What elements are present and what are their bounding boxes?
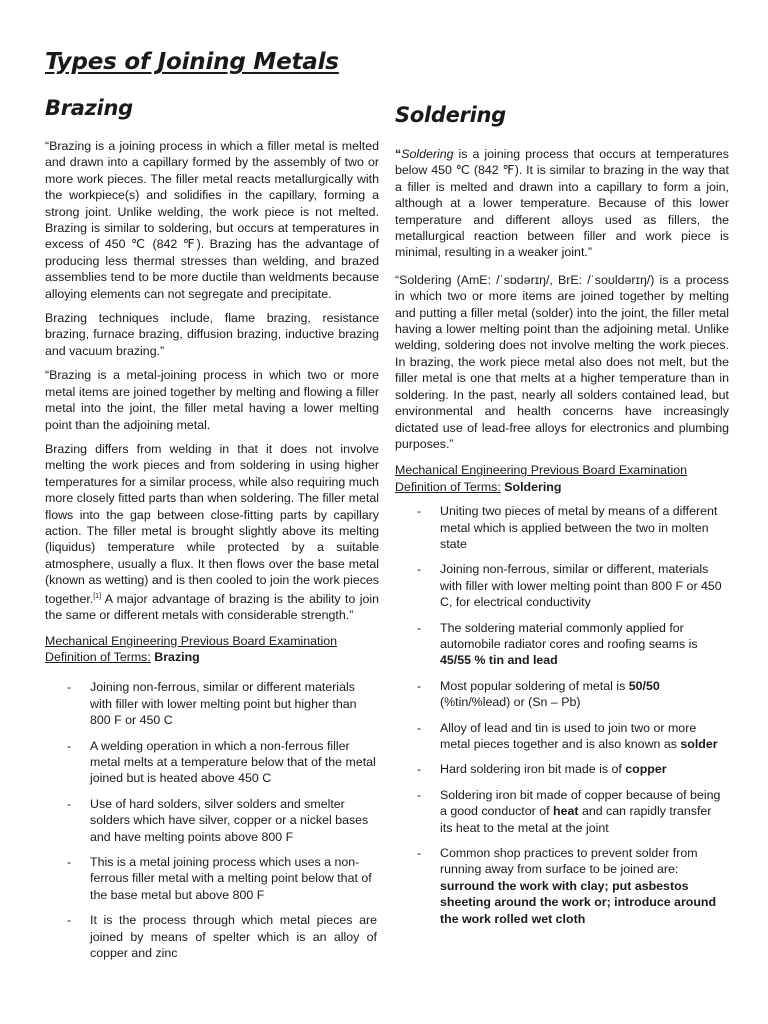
soldering-paragraph-process: “Soldering (AmE: /ˈsɒdərɪŋ/, BrE: /ˈsoʊldərɪŋ/) is a process in which two or more items are joined together by melting and putting a filler metal (solder) into the joint, the filler metal having a lower melting point than the adjoining metal. Unlike welding, soldering does not involve melting the work pieces. In brazing, the work piece metal also does not melt, but the filler metal is one that melts at a higher temperature than in soldering. In the past, nearly all solders contained lead, but environmental and health concerns have increasingly dictated use of lead-free alloys for electronics and plumbing purposes.” bbox=[395, 272, 729, 451]
board-exam-keyword: Brazing bbox=[154, 649, 200, 664]
brazing-paragraph-techniques: Brazing techniques include, flame brazing, resistance brazing, furnace brazing, diffusion brazing, inductive brazing and vacuum brazing.” bbox=[45, 311, 379, 358]
board-exam-keyword: Soldering bbox=[504, 479, 562, 494]
soldering-term: Soldering bbox=[401, 147, 454, 161]
board-exam-label: Mechanical Engineering Previous Board Examination Definition of Terms: bbox=[45, 633, 338, 664]
brazing-differences-text-end: A major advantage of brazing is the ability to join the same or different metals with considerable strength.” bbox=[45, 591, 379, 623]
list-item: - It is the process through which metal pieces are joined by means of spelter which is an alloy of copper and zinc bbox=[45, 912, 379, 961]
list-item: - The soldering material commonly applied for automobile radiator cores and roofing seams is 45/55 % tin and lead bbox=[395, 620, 729, 669]
brazing-body bbox=[45, 138, 379, 970]
brazing-paragraph-differences bbox=[45, 441, 379, 624]
soldering-definition-list bbox=[395, 503, 729, 927]
list-item: - Common shop practices to prevent solder from running away from surface to be joined are: surround the work with clay; put asbestos sheeting around the work or; introduce around the work rolled wet cloth bbox=[395, 845, 729, 927]
soldering-board-exam-heading bbox=[395, 462, 729, 495]
brazing-paragraph-metal-joining: “Brazing is a metal-joining process in which two or more metal items are joined together by melting and flowing a filler metal into the joint, the filler metal having a lower melting point than the adjoining metal. bbox=[45, 368, 379, 432]
list-item: - Hard soldering iron bit made is of copper bbox=[395, 761, 729, 777]
list-item: - Alloy of lead and tin is used to join two or more metal pieces together and is also known as solder bbox=[395, 720, 729, 753]
list-item: - Soldering iron bit made of copper because of being a good conductor of heat and can rapidly transfer its heat to the metal at the joint bbox=[395, 787, 729, 836]
list-item: - Uniting two pieces of metal by means of a different metal which is applied between the two in molten state bbox=[395, 503, 729, 552]
list-item: - A welding operation in which a non-ferrous filler metal melts at a temperature below that of the metal joined but is heated above 450 C bbox=[45, 738, 379, 787]
soldering-paragraph-definition: “Soldering is a joining process that occurs at temperatures below 450 ℃ (842 ℉). It is similar to brazing in the way that a filler is melted and drawn into a capillary to form a join, although at a lower temperature. Because of this lower temperature and different alloys used as fillers, the metallurgical reaction between filler and work piece is minimal, resulting in a weaker joint.” bbox=[395, 147, 729, 260]
list-item: - Joining non-ferrous, similar or different materials with filler with lower melting point but higher than 800 F or 450 C bbox=[45, 679, 379, 728]
list-item: - Use of hard solders, silver solders and smelter solders which have silver, copper or a nickel bases and have melting points above 800 F bbox=[45, 796, 379, 845]
brazing-definition-list bbox=[45, 679, 379, 961]
soldering-body bbox=[395, 146, 729, 936]
brazing-board-exam-heading bbox=[45, 633, 379, 666]
brazing-heading: Brazing bbox=[45, 96, 133, 120]
list-item: - Most popular soldering of metal is 50/50 (%tin/%lead) or (Sn – Pb) bbox=[395, 678, 729, 711]
brazing-paragraph-definition: “Brazing is a joining process in which a filler metal is melted and drawn into a capillary formed by the assembly of two or more work pieces. The filler metal reacts metallurgically with the workpiece(s) and solidifies in the capillary, forming a strong joint. Unlike welding, the work piece is not melted. Brazing is similar to soldering, but occurs at temperatures in excess of 450 ℃ (842 ℉). Brazing has the advantage of producing less thermal stresses than welding, and brazed assemblies tend to be more ductile than weldments because alloying elements can not segregate and precipitate. bbox=[45, 139, 379, 301]
list-item: - This is a metal joining process which uses a non-ferrous filler metal with a melting point below that of the base metal but above 800 F bbox=[45, 854, 379, 903]
soldering-heading: Soldering bbox=[395, 103, 506, 127]
citation-reference: [1] bbox=[93, 592, 102, 600]
list-item: - Joining non-ferrous, similar or different, materials with filler with lower melting point than 800 F or 450 C, for electrical conductivity bbox=[395, 561, 729, 610]
brazing-differences-text: Brazing differs from welding in that it does not involve melting the work pieces and from soldering in using higher temperatures for a similar process, while also requiring much more closely fitted parts than when soldering. The filler metal flows into the gap between close-fitting parts by capillary action. The filler metal is brought slightly above its melting (liquidus) temperature while protected by a suitable atmosphere, usually a flux. It then flows over the base metal (known as wetting) and is then cooled to join the work pieces together. bbox=[45, 441, 379, 606]
document-title: Types of Joining Metals bbox=[45, 49, 339, 75]
board-exam-label: Mechanical Engineering Previous Board Examination Definition of Terms: bbox=[395, 463, 688, 494]
